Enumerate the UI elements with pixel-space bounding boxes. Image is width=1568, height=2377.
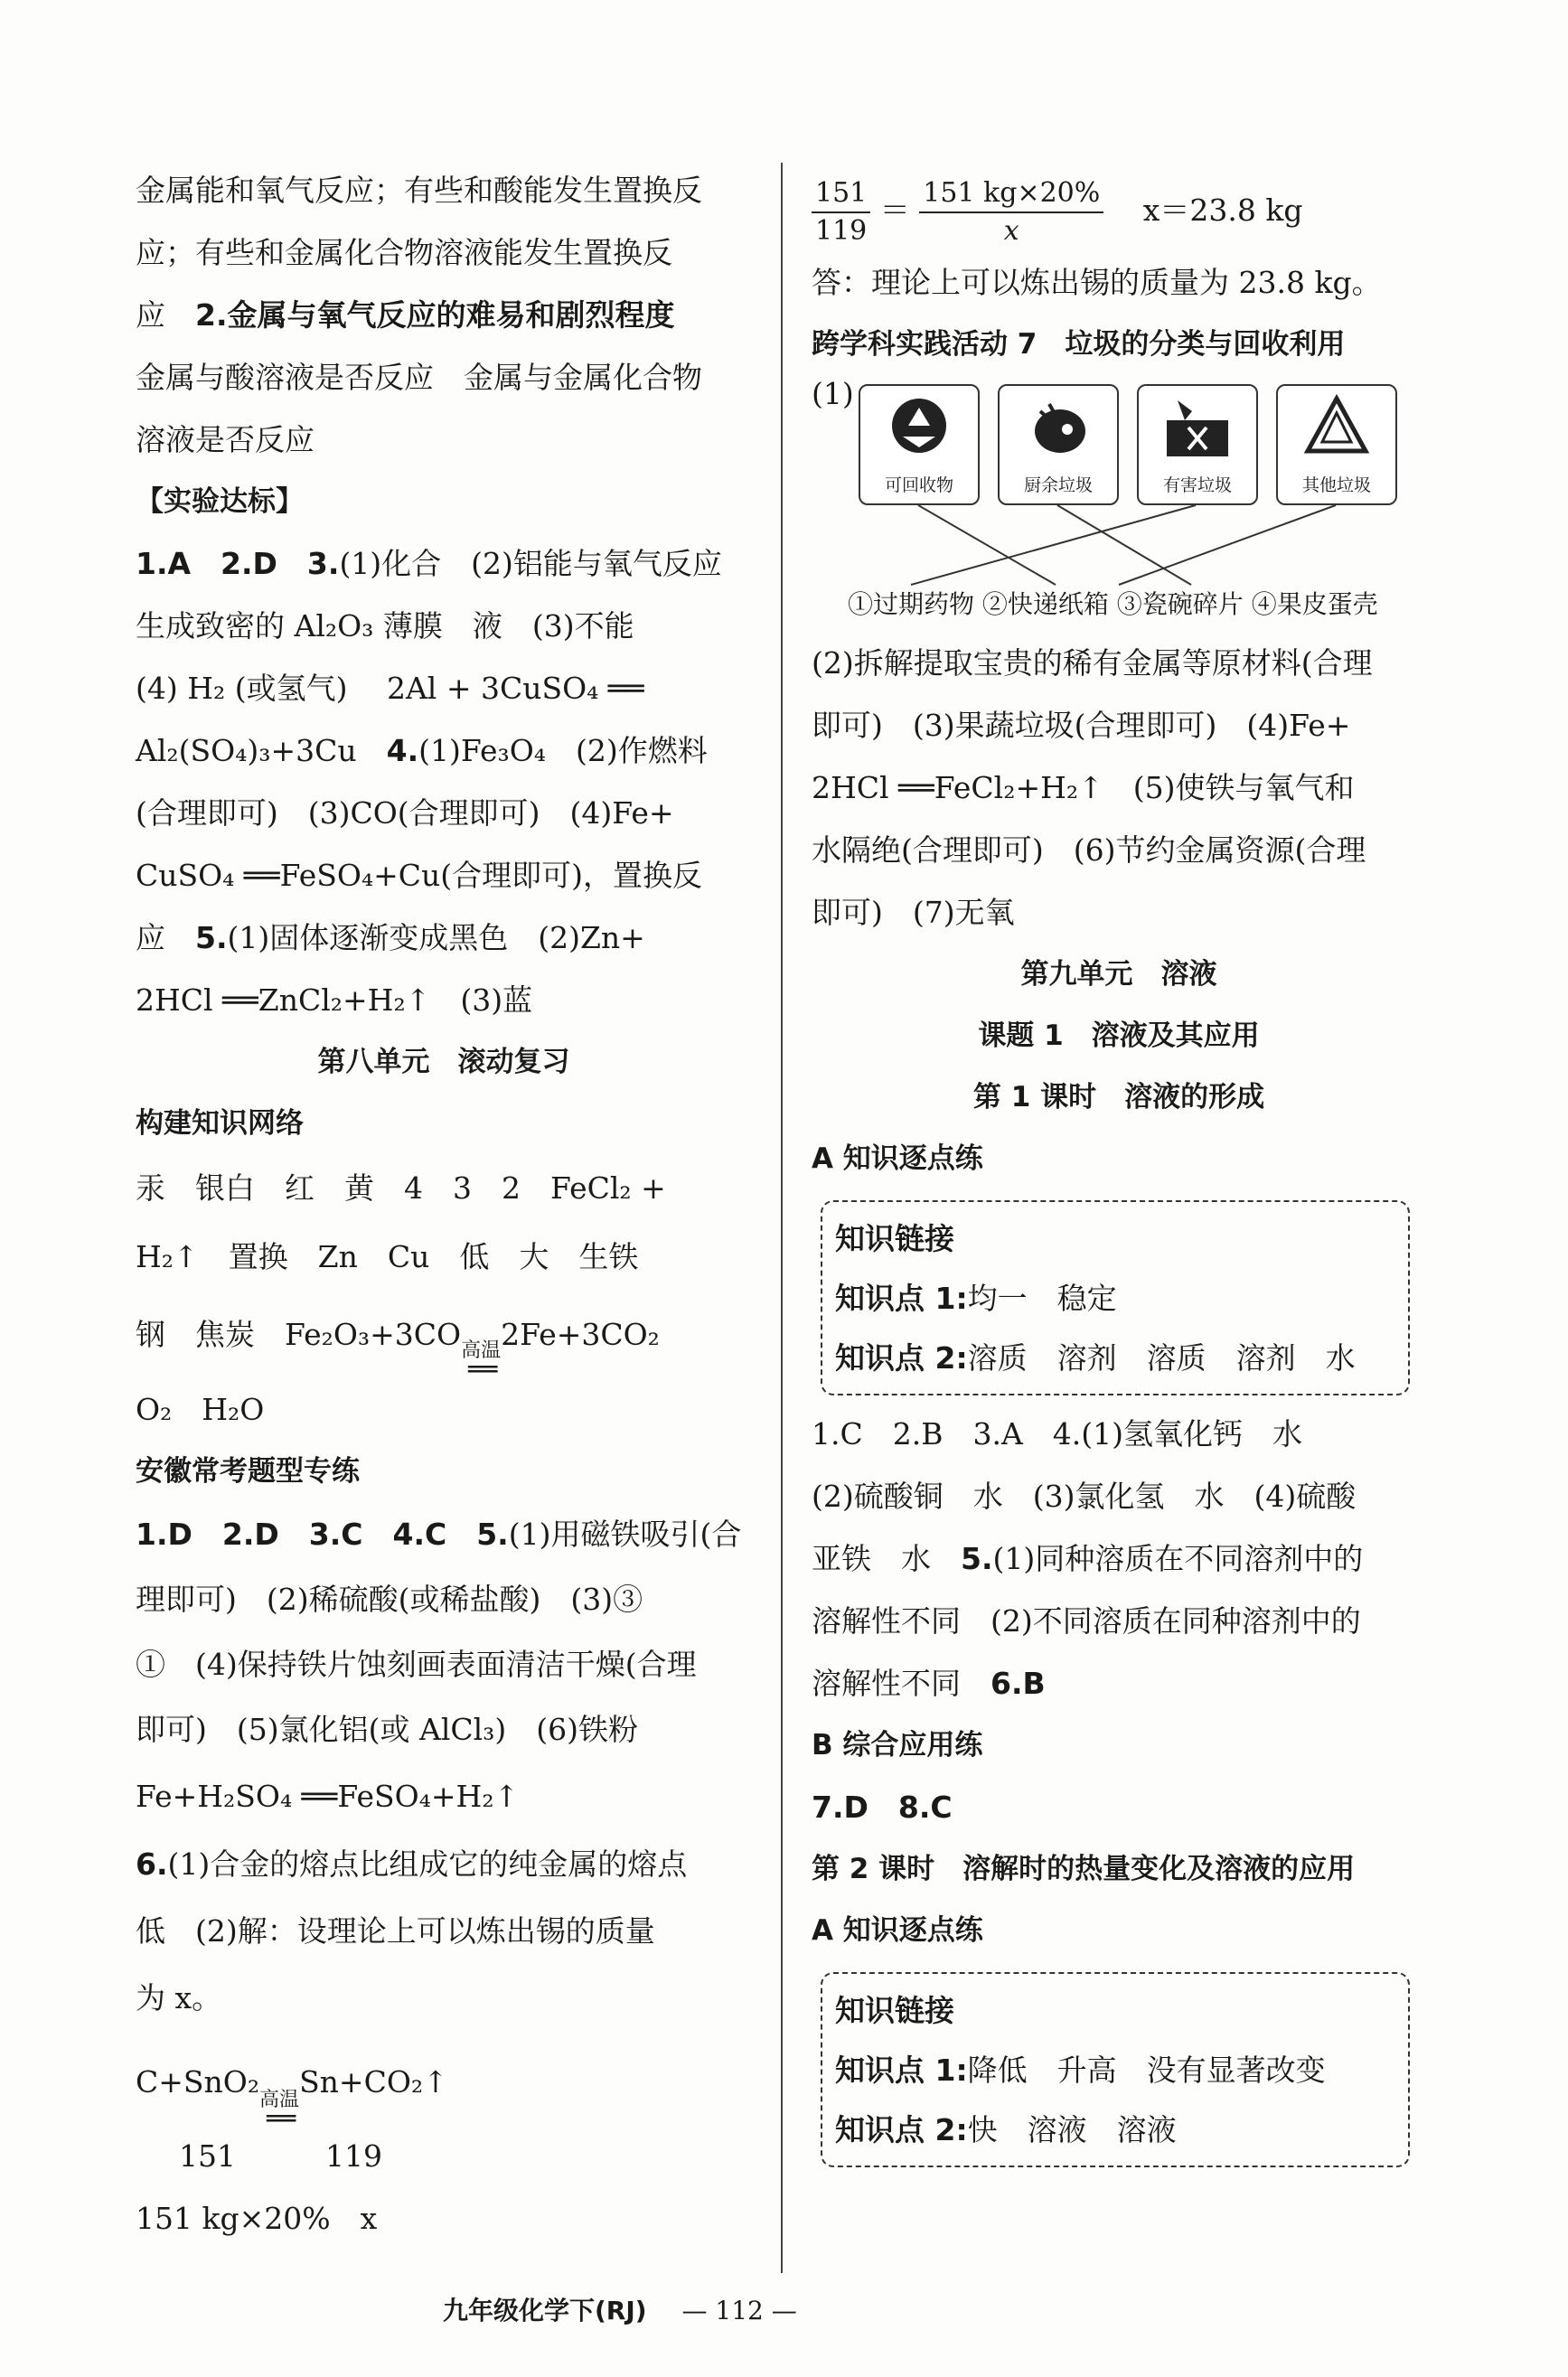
text-line: (4) H₂ (或氢气) 2Al + 3CuSO₄ ══ bbox=[136, 671, 644, 706]
fraction-denominator: x bbox=[1003, 215, 1019, 247]
knowledge-point bbox=[835, 1329, 1395, 1388]
text-line: (2)拆解提取宝贵的稀有金属等原材料(合理 bbox=[812, 645, 1373, 681]
fraction-denominator: 119 bbox=[815, 215, 868, 247]
item-number: 6.B bbox=[991, 1666, 1046, 1701]
point-label: 知识点 1: bbox=[835, 2053, 968, 2088]
fraction-numerator: 151 kg×20% bbox=[919, 175, 1103, 213]
subsection-heading: A 知识逐点练 bbox=[812, 1914, 983, 1947]
text-line: 溶液是否反应 bbox=[136, 422, 315, 457]
text-span: 2Fe+3CO₂ bbox=[501, 1317, 660, 1352]
text-line bbox=[136, 1502, 752, 1567]
right-column bbox=[812, 170, 1426, 2175]
text-line: 理即可) (2)稀硫酸(或稀盐酸) (3)③ bbox=[136, 1582, 643, 1617]
subsection-heading: A 知识逐点练 bbox=[812, 1142, 983, 1175]
fraction bbox=[919, 175, 1103, 249]
answer-numbers: 1.A 2.D 3. bbox=[136, 546, 340, 581]
item-number: 4. bbox=[386, 733, 419, 768]
answer-numbers: 1.D 2.D 3.C 4.C 5. bbox=[136, 1517, 509, 1552]
proportion-equation: $\frac{151}{119}$ ＝ $\frac{151 kg\times 20\%}{x}$ x＝23.8 kg bbox=[812, 170, 1426, 251]
section-heading-activity: 跨学科实践活动 7 垃圾的分类与回收利用 bbox=[812, 328, 1346, 361]
point-label: 知识点 1: bbox=[835, 1281, 968, 1316]
text-line: (合理即可) (3)CO(合理即可) (4)Fe+ bbox=[136, 795, 674, 831]
result-text: x＝23.8 kg bbox=[1142, 193, 1303, 228]
text-span: Sn+CO₂↑ bbox=[299, 2064, 448, 2100]
text-line: 金属与酸溶液是否反应 金属与金属化合物 bbox=[136, 360, 702, 395]
section-heading-experiment: 【实验达标】 bbox=[136, 485, 304, 518]
recycle-icon bbox=[883, 393, 955, 460]
equation-line: Fe+H₂SO₄ ══FeSO₄+H₂↑ bbox=[136, 1779, 520, 1814]
subsection-heading: B 综合应用练 bbox=[812, 1729, 983, 1762]
text-line: O₂ H₂O bbox=[136, 1392, 265, 1427]
text-span: 应 bbox=[136, 297, 165, 333]
knowledge-box-1 bbox=[821, 1200, 1410, 1395]
text-line: 1.C 2.B 3.A 4.(1)氢氧化钙 水 bbox=[812, 1416, 1303, 1452]
section-heading-anhui: 安徽常考题型专练 bbox=[136, 1455, 360, 1488]
equals-sign: ══ bbox=[468, 1354, 494, 1386]
text-line: 151 119 bbox=[179, 2138, 382, 2174]
knowledge-point bbox=[835, 2041, 1395, 2100]
point-label: 知识点 2: bbox=[835, 2112, 968, 2147]
text-span: 均一 稳定 bbox=[967, 1281, 1117, 1316]
text-span: 亚铁 水 bbox=[812, 1541, 961, 1576]
text-line bbox=[136, 284, 752, 346]
text-span: (1)Fe₃O₄ (2)作燃料 bbox=[418, 733, 708, 768]
text-span: (1)固体逐渐变成黑色 (2)Zn+ bbox=[227, 920, 645, 955]
text-span: 快 溶液 溶液 bbox=[967, 2112, 1177, 2147]
item-number: 5. bbox=[195, 920, 228, 955]
text-span: Al₂(SO₄)₃+3Cu bbox=[136, 733, 387, 768]
text-line bbox=[812, 1527, 1426, 1590]
fraction-numerator: 151 bbox=[812, 175, 870, 213]
left-column bbox=[136, 159, 752, 2252]
text-line: 为 x。 bbox=[136, 1980, 222, 2015]
reaction-condition: 高温 bbox=[259, 2089, 300, 2111]
triangle-recycle-icon bbox=[1300, 393, 1373, 460]
text-line: 汞 银白 红 黄 4 3 2 FeCl₂ + bbox=[136, 1170, 666, 1206]
knowledge-point bbox=[835, 1269, 1395, 1329]
column-divider bbox=[781, 163, 783, 2273]
reaction-arrow bbox=[461, 1339, 502, 1386]
bin-label: 其他垃圾 bbox=[1301, 475, 1371, 495]
point-label: 知识点 2: bbox=[835, 1340, 968, 1376]
text-line: 低 (2)解：设理论上可以炼出锡的质量 bbox=[136, 1913, 655, 1949]
text-span: (1)合金的熔点比组成它的纯金属的熔点 bbox=[167, 1846, 688, 1882]
text-span: 溶质 溶剂 溶质 溶剂 水 bbox=[967, 1340, 1356, 1376]
reaction-condition: 高温 bbox=[461, 1339, 502, 1362]
text-line bbox=[136, 532, 752, 595]
lesson-heading-1: 第 1 课时 溶液的形成 bbox=[972, 1081, 1265, 1113]
text-line: 溶解性不同 (2)不同溶质在同种溶剂中的 bbox=[812, 1603, 1361, 1639]
text-line: H₂↑ 置换 Zn Cu 低 大 生铁 bbox=[136, 1239, 639, 1274]
unit-heading-8: 第八单元 滚动复习 bbox=[317, 1046, 570, 1078]
item-number: 5. bbox=[961, 1541, 993, 1576]
text-line: 即可) (5)氯化铝(或 AlCl₃) (6)铁粉 bbox=[136, 1712, 639, 1747]
text-span: (1)化合 (2)铝能与氧气反应 bbox=[339, 546, 722, 581]
text-line: 即可) (3)果蔬垃圾(合理即可) (4)Fe+ bbox=[812, 708, 1351, 743]
text-line: CuSO₄ ══FeSO₄+Cu(合理即可)，置换反 bbox=[136, 858, 703, 893]
bin-label: 可回收物 bbox=[884, 475, 953, 495]
equals-sign: ══ bbox=[266, 2103, 293, 2135]
item-number: 6. bbox=[136, 1846, 168, 1882]
text-line: 即可) (7)无氧 bbox=[812, 895, 1015, 930]
reaction-arrow bbox=[259, 2089, 300, 2135]
text-line: 151 kg×20% x bbox=[136, 2201, 378, 2236]
text-line: 2HCl ══FeCl₂+H₂↑ (5)使铁与氧气和 bbox=[812, 770, 1355, 805]
text-line bbox=[812, 1652, 1426, 1715]
text-line: ① (4)保持铁片蚀刻画表面清洁干燥(合理 bbox=[136, 1647, 697, 1682]
knowledge-box-2 bbox=[821, 1972, 1410, 2167]
bin-label: 有害垃圾 bbox=[1162, 475, 1232, 495]
lesson-heading-2: 第 2 课时 溶解时的热量变化及溶液的应用 bbox=[812, 1853, 1356, 1885]
equation-line bbox=[136, 1292, 752, 1386]
bin-kitchen-waste bbox=[998, 384, 1119, 505]
waste-items: ①过期药物 ②快递纸箱 ③瓷碗碎片 ④果皮蛋壳 bbox=[848, 589, 1378, 619]
text-span: C+SnO₂ bbox=[136, 2064, 260, 2100]
text-span: 溶解性不同 bbox=[812, 1666, 991, 1701]
text-line: 生成致密的 Al₂O₃ 薄膜 液 (3)不能 bbox=[136, 608, 634, 644]
unit-heading-9: 第九单元 溶液 bbox=[1020, 958, 1217, 991]
text-line bbox=[136, 907, 752, 969]
bin-recyclable bbox=[859, 384, 980, 505]
page-footer bbox=[443, 2291, 797, 2327]
fraction bbox=[812, 175, 870, 249]
bin-label: 厨余垃圾 bbox=[1023, 475, 1093, 495]
bin-hazardous bbox=[1137, 384, 1258, 505]
text-line: 答：理论上可以炼出锡的质量为 23.8 kg。 bbox=[812, 265, 1382, 300]
equation-line bbox=[136, 2037, 752, 2135]
text-line: 应；有些和金属化合物溶液能发生置换反 bbox=[136, 235, 672, 270]
knowledge-point bbox=[835, 2100, 1395, 2160]
question-number: (1) bbox=[812, 376, 854, 411]
food-waste-icon bbox=[1022, 393, 1094, 460]
text-span: 钢 焦炭 Fe₂O₃+3CO bbox=[136, 1317, 462, 1352]
text-span: (1)用磁铁吸引(合 bbox=[508, 1517, 742, 1552]
garbage-sorting-figure bbox=[812, 376, 1426, 632]
text-line bbox=[136, 719, 752, 782]
text-line: 2HCl ══ZnCl₂+H₂↑ (3)蓝 bbox=[136, 982, 533, 1018]
bin-other bbox=[1276, 384, 1397, 505]
text-line bbox=[136, 1831, 752, 1898]
hazardous-icon bbox=[1161, 393, 1234, 460]
text-span: 应 bbox=[136, 920, 195, 955]
text-line: (2)硫酸铜 水 (3)氯化氢 水 (4)硫酸 bbox=[812, 1479, 1357, 1514]
box-title: 知识链接 bbox=[835, 1993, 954, 2028]
text-span: (1)同种溶质在不同溶剂中的 bbox=[992, 1541, 1364, 1576]
book-title: 九年级化学下(RJ) bbox=[443, 2296, 647, 2325]
box-title: 知识链接 bbox=[835, 1221, 954, 1256]
text-line: 金属能和氧气反应；有些和酸能发生置换反 bbox=[136, 173, 702, 208]
text-line: 7.D 8.C bbox=[812, 1790, 953, 1825]
item-number: 2.金属与氧气反应的难易和剧烈程度 bbox=[195, 297, 675, 333]
page-number: — 112 — bbox=[681, 2296, 797, 2325]
topic-heading: 课题 1 溶液及其应用 bbox=[978, 1019, 1260, 1052]
section-heading-build: 构建知识网络 bbox=[136, 1107, 304, 1140]
text-line: 水隔绝(合理即可) (6)节约金属资源(合理 bbox=[812, 832, 1366, 868]
text-span: 降低 升高 没有显著改变 bbox=[967, 2053, 1326, 2088]
